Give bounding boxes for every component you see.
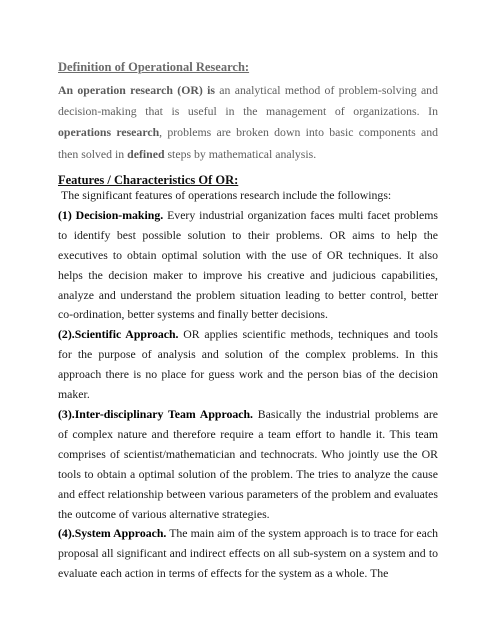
feature-heading: (2).Scientific Approach. [58,327,179,342]
feature-item [58,206,438,325]
definition-term: An operation research (OR) is [58,83,215,97]
feature-text: The main aim of the system approach is to trace for each proposal all significant and indirect effects on all sub-system on a system and to evaluate each action in terms of effects for the system as a whole. The [58,526,438,581]
feature-heading: (4).System Approach. [58,526,167,541]
definition-text-3: steps by mathematical analysis. [164,146,317,161]
feature-text: OR applies scientific methods, techniques and tools for the purpose of analysis and solution of the complex problems. In this approach there is no place for guess work and the person bias of the decision maker. [58,327,438,402]
features-title: Features / Characteristics Of OR: [58,173,239,187]
feature-text: Every industrial organization faces multi facet problems to identify best possible solution to their problems. OR aims to help the executives to obtain optimal solution with the use of OR techniques. It also helps the decision maker to improve his creative and judicious capabilities, analyze and understand the problem situation leading to better control, better co-ordination, better systems and finally better decisions. [58,207,438,322]
feature-item [58,325,438,405]
feature-item [58,524,438,584]
feature-item [58,405,438,524]
definition-text-1: an analytical method of problem-solving and decision-making that is useful in the management of organizations. In [58,83,438,119]
definition-paragraph [58,80,438,165]
definition-term-defined: defined [127,146,165,161]
feature-heading: (1) Decision-making. [58,207,164,222]
feature-heading: (3).Inter-disciplinary Team Approach. [58,406,254,421]
features-intro: The significant features of operations research include the followings: [61,188,392,202]
feature-text: Basically the industrial problems are of complex nature and therefore require a team effort to handle it. This team comprises of scientist/mathematician and technocrats. Who jointly use the OR tools to obtain a optimal solution of the problem. The tries to analyze the cause and effect relationship between various parameters of the problem and evaluates the outcome of various alternative strategies. [58,406,438,521]
definition-term-ops: operations research [58,125,160,140]
definition-text-2: , problems are broken down into basic components and then solved in [58,125,438,161]
features-body [58,186,438,584]
definition-title: Definition of Operational Research: [58,60,250,74]
